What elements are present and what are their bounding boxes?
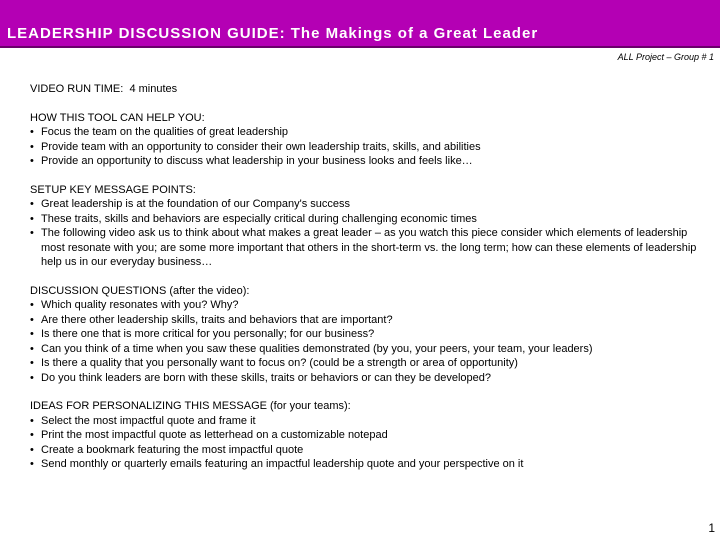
bullet-icon: • [30, 371, 34, 384]
guide-section [30, 399, 700, 472]
bullet-text: Print the most impactful quote as letterhead on a customizable notepad [41, 429, 388, 441]
bullet-text: Provide team with an opportunity to consider their own leadership traits, skills, and abilities [41, 140, 481, 153]
bullet-item [30, 342, 700, 357]
run-time-label: VIDEO RUN TIME: [30, 83, 124, 95]
bullet-text: Is there a quality that you personally want to focus on? (could be a strength or area of opportunity) [41, 357, 518, 369]
page-number: 1 [708, 521, 715, 535]
bullet-icon: • [30, 140, 34, 153]
page-title: LEADERSHIP DISCUSSION GUIDE: The Makings of a Great Leader [7, 25, 539, 42]
bullet-text: Which quality resonates with you? Why? [41, 299, 239, 311]
bullet-text: Provide an opportunity to discuss what leadership in your business looks and feels like… [41, 155, 473, 167]
bullet-item [30, 313, 700, 328]
bullet-item [30, 356, 700, 371]
bullet-icon: • [30, 357, 34, 369]
bullet-text: Create a bookmark featuring the most impactful quote [41, 443, 304, 456]
bullet-text: Great leadership is at the foundation of our Company's success [41, 198, 351, 210]
bullet-icon: • [30, 198, 34, 210]
bullet-icon: • [30, 313, 34, 326]
bullet-item [30, 226, 700, 270]
bullet-icon: • [30, 342, 34, 355]
bullet-text: Do you think leaders are born with these skills, traits or behaviors or can they be developed? [41, 371, 492, 384]
bullet-icon: • [30, 299, 34, 311]
guide-section [30, 183, 700, 270]
bullet-item [30, 197, 700, 212]
bullet-text: These traits, skills and behaviors are especially critical during challenging economic times [41, 212, 477, 225]
bullet-icon: • [30, 126, 34, 138]
bullet-text: Select the most impactful quote and frame it [41, 414, 256, 427]
bullet-icon: • [30, 328, 34, 340]
section-heading: IDEAS FOR PERSONALIZING THIS MESSAGE (for your teams): [30, 400, 351, 412]
bullet-item [30, 212, 700, 227]
bullet-icon: • [30, 155, 34, 167]
bullet-text: Are there other leadership skills, traits and behaviors that are important? [41, 313, 393, 326]
bullet-item [30, 428, 700, 443]
bullet-icon: • [30, 414, 34, 427]
bullet-item [30, 443, 700, 458]
section-heading: SETUP KEY MESSAGE POINTS: [30, 183, 196, 196]
guide-section [30, 111, 700, 169]
bullet-item [30, 371, 700, 386]
bullet-icon: • [30, 443, 34, 456]
guide-content [30, 82, 700, 486]
bullet-item [30, 457, 700, 472]
bullet-text: Can you think of a time when you saw these qualities demonstrated (by you, your peers, your team, your leaders) [41, 342, 593, 355]
bullet-icon: • [30, 458, 34, 470]
bullet-item [30, 298, 700, 313]
bullet-icon: • [30, 429, 34, 441]
project-label: ALL Project – Group # 1 [617, 52, 714, 62]
guide-section [30, 284, 700, 386]
video-run-time [30, 82, 700, 97]
run-time-value: 4 minutes [129, 83, 178, 95]
section-heading: DISCUSSION QUESTIONS (after the video): [30, 284, 250, 297]
bullet-item [30, 140, 700, 155]
title-banner [0, 0, 720, 46]
sections-container [30, 111, 700, 472]
bullet-icon: • [30, 212, 34, 225]
bullet-item [30, 125, 700, 140]
bullet-text: Is there one that is more critical for you personally; for our business? [41, 328, 375, 340]
bullet-icon: • [30, 227, 34, 239]
banner-divider [0, 46, 720, 48]
bullet-item [30, 154, 700, 169]
bullet-item [30, 414, 700, 429]
bullet-text: The following video ask us to think about what makes a great leader – as you watch this piece consider which elements of leadership most resonate with you; are some more important that others in the short-term vs. the long term; how can these elements of leadership help us in our everyday business… [41, 227, 697, 268]
bullet-text: Send monthly or quarterly emails featuring an impactful leadership quote and your perspective on it [41, 458, 524, 470]
section-heading: HOW THIS TOOL CAN HELP YOU: [30, 111, 205, 124]
bullet-item [30, 327, 700, 342]
bullet-text: Focus the team on the qualities of great leadership [41, 126, 289, 138]
